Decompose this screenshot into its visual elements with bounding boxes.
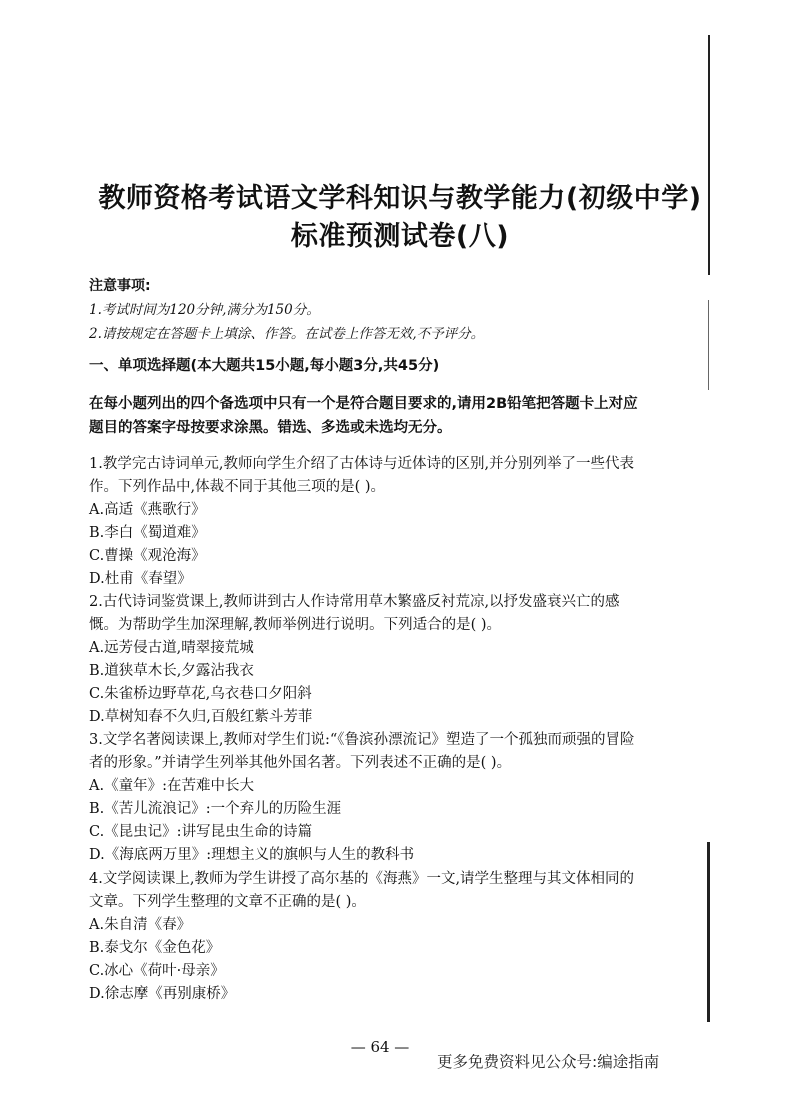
section-instruction-line1: 在每小题列出的四个备选项中只有一个是符合题目要求的,请用2B铅笔把答题卡上对应	[89, 396, 638, 412]
exam-title-line2: 标准预测试卷(八)	[290, 221, 510, 252]
answer-option: C.朱雀桥边野草花,乌衣巷口夕阳斜	[89, 686, 312, 702]
answer-option: D.草树知春不久归,百般红紫斗芳菲	[89, 709, 313, 725]
question-stem: 4.文学阅读课上,教师为学生讲授了高尔基的《海燕》一文,请学生整理与其文体相同的	[89, 871, 635, 887]
answer-option: A.高适《燕歌行》	[89, 502, 206, 518]
section-instruction-line2: 题目的答案字母按要求涂黑。错选、多选或未选均无分。	[89, 420, 452, 436]
answer-option: B.《苦儿流浪记》:一个弃儿的历险生涯	[89, 801, 342, 817]
answer-option: B.道狭草木长,夕露沾我衣	[89, 663, 254, 679]
question-stem: 2.古代诗词鉴赏课上,教师讲到古人作诗常用草木繁盛反衬荒凉,以抒发盛衰兴亡的感	[89, 594, 620, 610]
section-heading: 一、单项选择题(本大题共15小题,每小题3分,共45分)	[89, 358, 440, 374]
answer-option: A.《童年》:在苦难中长大	[89, 778, 254, 794]
answer-option: C.冰心《荷叶·母亲》	[89, 963, 225, 979]
note-item: 2.请按规定在答题卡上填涂、作答。在试卷上作答无效,不予评分。	[89, 326, 485, 342]
promo-text: 更多免费资料见公众号:编途指南	[437, 1053, 660, 1071]
scan-edge-line-mid	[708, 300, 709, 390]
question-stem: 1.教学完古诗词单元,教师向学生介绍了古体诗与近体诗的区别,并分别列举了一些代表	[89, 456, 635, 472]
answer-option: C.曹操《观沧海》	[89, 548, 206, 564]
scan-edge-line-bottom	[707, 842, 710, 1022]
exam-title-line1: 教师资格考试语文学科知识与教学能力(初级中学)	[98, 183, 702, 214]
answer-option: D.杜甫《春望》	[89, 571, 192, 587]
question-stem: 者的形象。”并请学生列举其他外国名著。下列表述不正确的是( )。	[89, 755, 512, 771]
answer-option: B.李白《蜀道难》	[89, 525, 206, 541]
notes-heading: 注意事项:	[89, 278, 151, 294]
question-stem: 慨。为帮助学生加深理解,教师举例进行说明。下列适合的是( )。	[89, 617, 502, 633]
question-stem: 作。下列作品中,体裁不同于其他三项的是( )。	[89, 479, 386, 495]
answer-option: A.远芳侵古道,晴翠接荒城	[89, 640, 254, 656]
question-stem: 文章。下列学生整理的文章不正确的是( )。	[89, 894, 366, 910]
note-item: 1.考试时间为120分钟,满分为150分。	[89, 302, 320, 318]
answer-option: D.徐志摩《再别康桥》	[89, 986, 236, 1002]
answer-option: C.《昆虫记》:讲写昆虫生命的诗篇	[89, 824, 313, 840]
answer-option: A.朱自清《春》	[89, 917, 192, 933]
answer-option: B.泰戈尔《金色花》	[89, 940, 221, 956]
answer-option: D.《海底两万里》:理想主义的旗帜与人生的教科书	[89, 847, 415, 863]
page-number: — 64 —	[350, 1038, 410, 1056]
question-stem: 3.文学名著阅读课上,教师对学生们说:“《鲁滨孙漂流记》塑造了一个孤独而顽强的冒险	[89, 732, 635, 748]
